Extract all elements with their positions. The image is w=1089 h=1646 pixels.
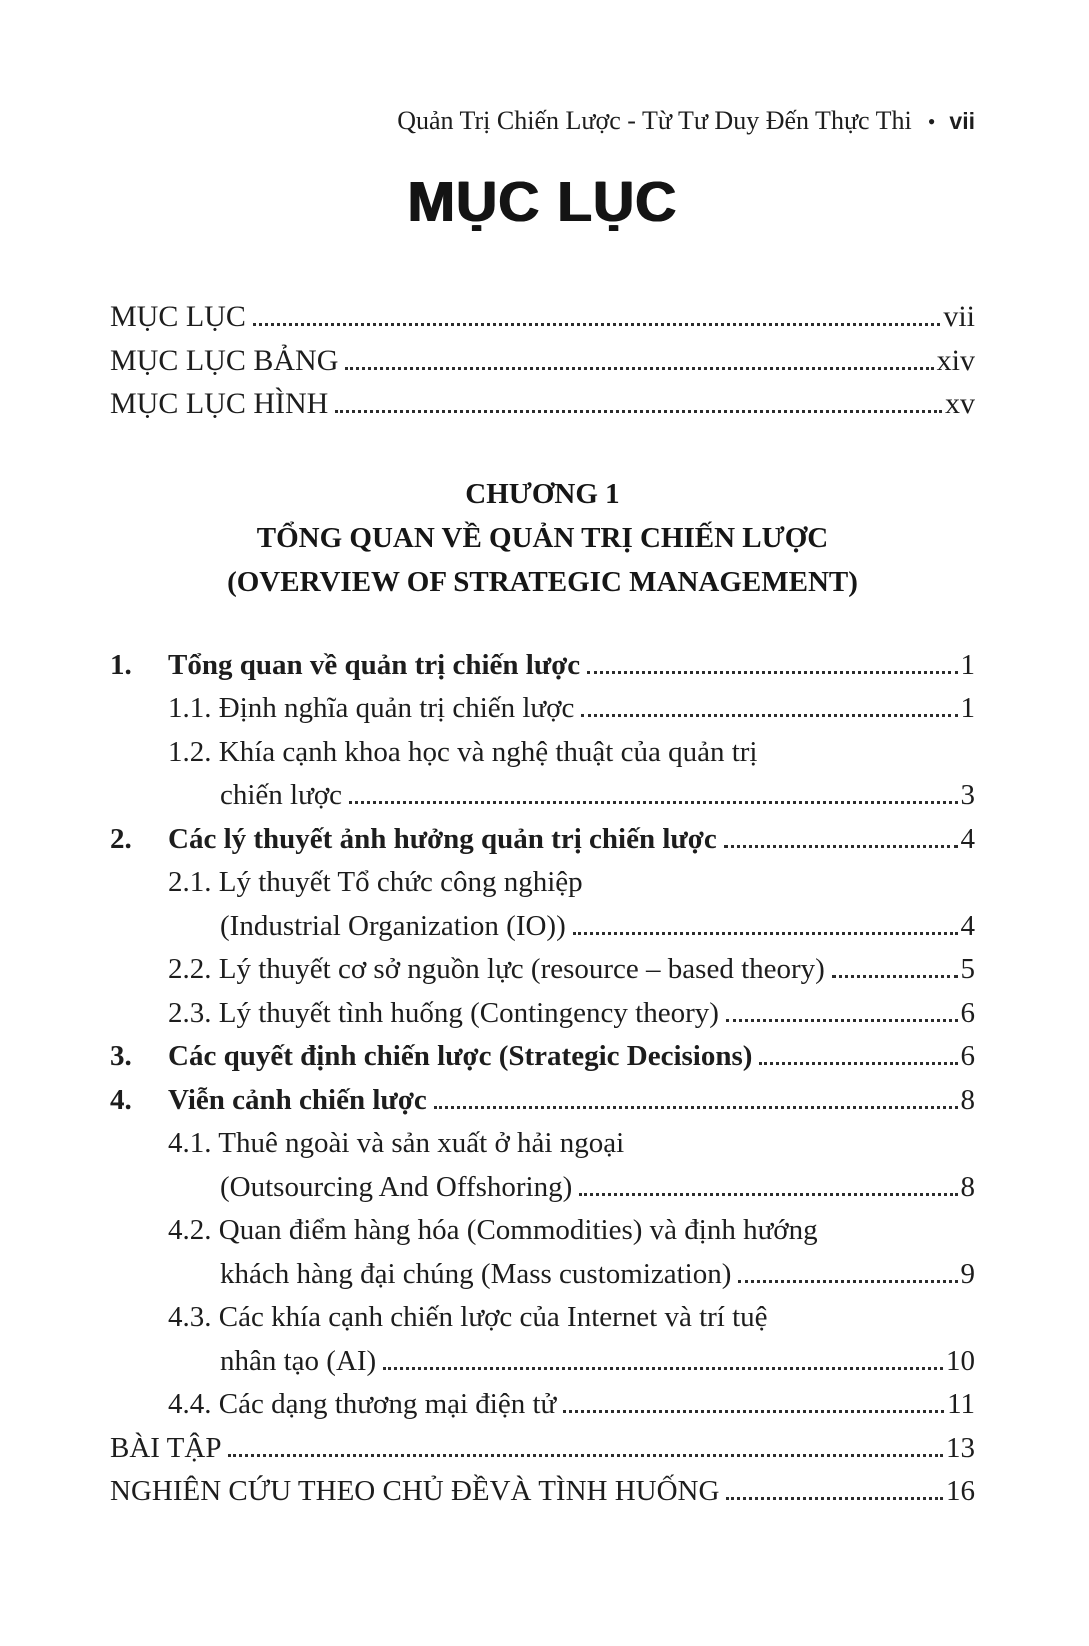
entry-label: MỤC LỤC: [110, 300, 246, 333]
dot-leader: [573, 932, 958, 935]
entry-page: 8: [960, 1170, 975, 1203]
entry-number: 2.: [110, 822, 132, 855]
dot-leader: [759, 1062, 957, 1065]
entry-page: 8: [960, 1083, 975, 1116]
dot-leader: [724, 845, 958, 848]
toc-entry: [110, 948, 975, 992]
front-matter-entry: [110, 382, 975, 426]
entry-title: NGHIÊN CỨU THEO CHỦ ĐỀVÀ TÌNH HUỐNG: [110, 1475, 720, 1507]
toc-entry-continuation: [110, 905, 975, 949]
toc-entry: [110, 992, 975, 1036]
toc-entry: [110, 818, 975, 862]
header-page-number: vii: [949, 108, 975, 134]
running-header: [110, 104, 975, 139]
toc-entry: [110, 731, 975, 775]
dot-leader: [253, 323, 940, 326]
dot-leader: [335, 410, 942, 413]
toc-entry-continuation: [110, 1253, 975, 1297]
entry-title: Tổng quan về quản trị chiến lược: [168, 648, 581, 681]
dot-leader: [228, 1454, 943, 1457]
dot-leader: [738, 1280, 957, 1283]
entry-page: xv: [945, 387, 975, 420]
entry-title: BÀI TẬP: [110, 1431, 222, 1464]
entry-title: (Industrial Organization (IO)): [220, 909, 566, 942]
toc-entry: [110, 1122, 975, 1166]
dot-leader: [563, 1410, 944, 1413]
entry-page: 1: [960, 692, 975, 724]
front-matter-list: [110, 295, 975, 426]
entry-page: 3: [960, 779, 975, 811]
entry-number: 4.: [110, 1083, 132, 1116]
chapter-heading: [110, 472, 975, 604]
dot-leader: [832, 975, 958, 978]
toc-list: [110, 644, 975, 1514]
entry-page: 6: [960, 996, 975, 1029]
toc-entry-continuation: [110, 1340, 975, 1384]
toc-entry: [110, 1209, 975, 1253]
toc-entry: [110, 644, 975, 688]
entry-page: 16: [946, 1475, 975, 1507]
entry-page: xiv: [936, 343, 975, 377]
entry-page: 4: [960, 909, 975, 942]
entry-page: 1: [960, 648, 975, 681]
toc-entry: [110, 1470, 975, 1514]
entry-title: 2.2. Lý thuyết cơ sở nguồn lực (resource – based theory): [168, 953, 825, 985]
entry-title: Viễn cảnh chiến lược: [168, 1083, 427, 1116]
entry-title: 4.1. Thuê ngoài và sản xuất ở hải ngoại: [168, 1127, 625, 1159]
entry-title: Các quyết định chiến lược (Strategic Decisions): [168, 1040, 753, 1072]
entry-title: 4.2. Quan điểm hàng hóa (Commodities) và định hướng: [168, 1214, 818, 1246]
toc-entry: [110, 1296, 975, 1340]
entry-title: khách hàng đại chúng (Mass customization): [220, 1257, 732, 1290]
entry-page: vii: [943, 300, 975, 333]
entry-title: chiến lược: [220, 779, 343, 811]
toc-entry: [110, 1383, 975, 1427]
dot-leader: [345, 367, 933, 370]
dot-leader: [349, 801, 957, 804]
entry-title: 1.2. Khía cạnh khoa học và nghệ thuật của quản trị: [168, 735, 758, 768]
entry-title: nhân tạo (AI): [220, 1344, 377, 1377]
entry-page: 5: [960, 953, 975, 985]
toc-entry: [110, 1035, 975, 1079]
dot-leader: [579, 1193, 957, 1196]
toc-entry: [110, 1427, 975, 1471]
dot-leader: [726, 1497, 943, 1500]
entry-number: 1.: [110, 648, 132, 681]
front-matter-entry: [110, 339, 975, 383]
entry-title: 2.3. Lý thuyết tình huống (Contingency theory): [168, 996, 719, 1029]
entry-page: 9: [960, 1257, 975, 1290]
chapter-subtitle: (OVERVIEW OF STRATEGIC MANAGEMENT): [227, 565, 858, 598]
toc-entry: [110, 687, 975, 731]
dot-leader: [587, 671, 957, 674]
entry-number: 3.: [110, 1040, 132, 1072]
entry-title: 4.4. Các dạng thương mại điện tử: [168, 1388, 557, 1420]
dot-leader: [434, 1106, 958, 1109]
entry-title: Các lý thuyết ảnh hưởng quản trị chiến lược: [168, 822, 717, 855]
dot-leader: [581, 714, 957, 717]
entry-page: 13: [946, 1431, 975, 1464]
chapter-title: TỔNG QUAN VỀ QUẢN TRỊ CHIẾN LƯỢC: [256, 521, 829, 554]
dot-leader: [383, 1367, 943, 1370]
entry-title: 1.1. Định nghĩa quản trị chiến lược: [168, 692, 575, 724]
toc-entry-continuation: [110, 1166, 975, 1210]
toc-entry: [110, 1079, 975, 1123]
toc-entry: [110, 861, 975, 905]
dot-leader: [726, 1019, 958, 1022]
chapter-number: CHƯƠNG 1: [465, 477, 620, 510]
entry-page: 4: [960, 822, 975, 855]
entry-page: 6: [960, 1040, 975, 1072]
page-title: MỤC LỤC: [407, 170, 678, 234]
entry-label: MỤC LỤC BẢNG: [110, 343, 339, 377]
running-title: Quản Trị Chiến Lược - Từ Tư Duy Đến Thực Thi: [397, 106, 912, 135]
entry-title: (Outsourcing And Offshoring): [220, 1170, 573, 1203]
toc-entry-continuation: [110, 774, 975, 818]
entry-page: 10: [946, 1344, 975, 1377]
entry-page: 11: [947, 1388, 975, 1420]
entry-title: 4.3. Các khía cạnh chiến lược của Internet và trí tuệ: [168, 1301, 768, 1333]
entry-title: 2.1. Lý thuyết Tổ chức công nghiệp: [168, 866, 583, 898]
front-matter-entry: [110, 295, 975, 339]
bullet-separator: •: [927, 109, 936, 134]
entry-label: MỤC LỤC HÌNH: [110, 387, 329, 420]
